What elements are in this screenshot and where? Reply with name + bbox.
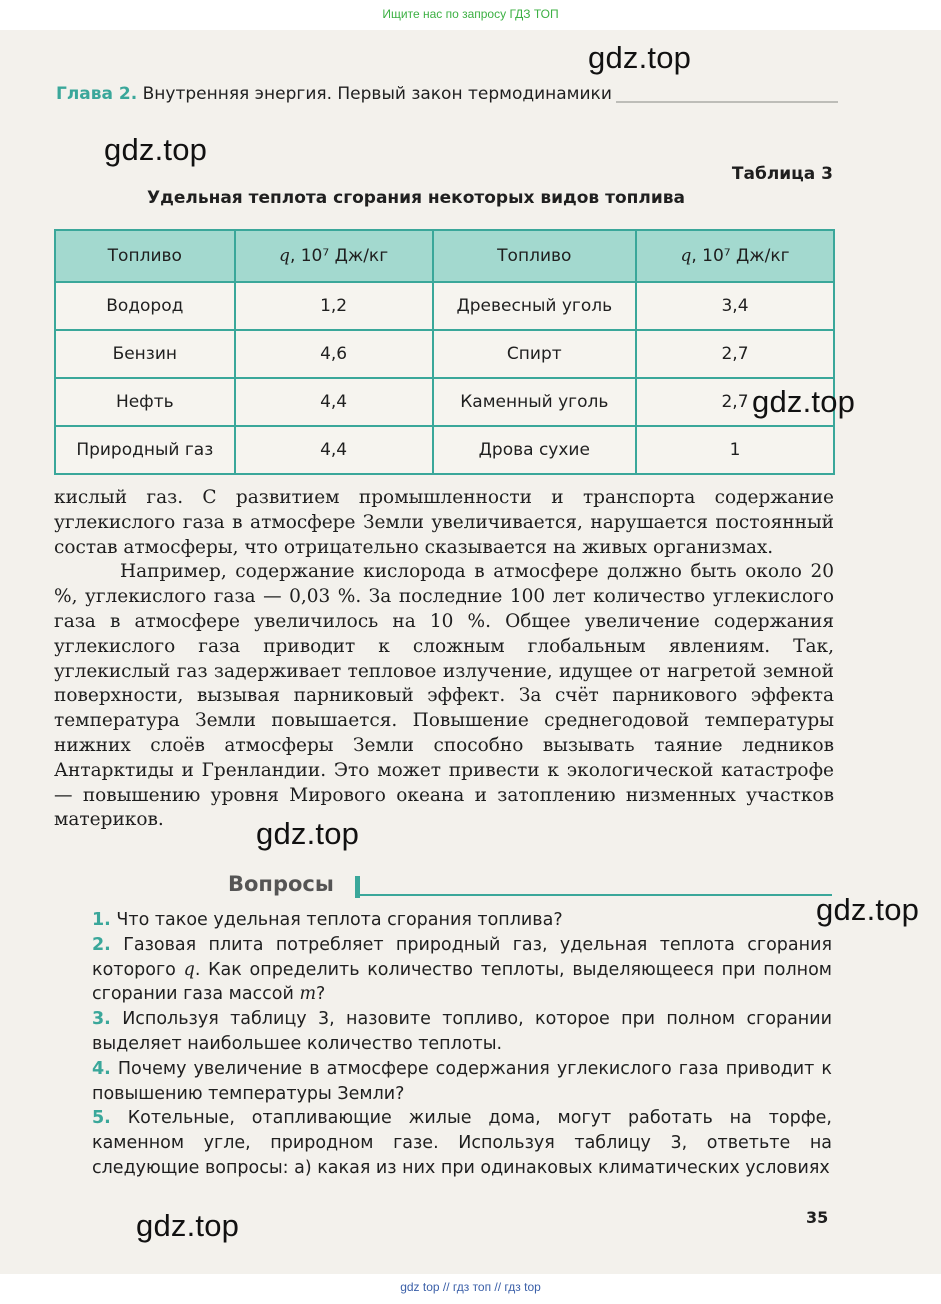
table-cell-fuel: Бензин	[55, 330, 235, 378]
question-item	[92, 1057, 832, 1107]
fuel-table	[54, 229, 835, 475]
chapter-rule	[616, 101, 838, 103]
header-fuel-2: Топливо	[433, 230, 636, 282]
q-unit: , 10⁷ Дж/кг	[691, 246, 790, 266]
body-text	[54, 486, 834, 833]
watermark: gdz.top	[136, 1208, 240, 1243]
table-cell-q: 2,7	[636, 378, 834, 426]
q-symbol: q	[279, 246, 290, 266]
header-q-2	[636, 230, 834, 282]
question-number: 5.	[92, 1108, 111, 1129]
table-title: Удельная теплота сгорания некоторых видов топлива	[147, 188, 685, 208]
table-cell-q: 2,7	[636, 330, 834, 378]
watermark: gdz.top	[104, 132, 208, 167]
watermark: gdz.top	[816, 892, 920, 927]
question-number: 2.	[92, 934, 111, 955]
question-text: Газовая плита потребляет природный газ, удельная теплота сгорания которого	[92, 934, 832, 980]
table-cell-fuel: Нефть	[55, 378, 235, 426]
question-item	[92, 1106, 832, 1180]
header-q	[235, 230, 433, 282]
question-item	[92, 1007, 832, 1057]
table-row	[55, 378, 834, 426]
table-row	[55, 282, 834, 330]
header-fuel: Топливо	[55, 230, 235, 282]
chapter-label: Глава 2.	[56, 84, 138, 104]
question-text: Что такое удельная теплота сгорания топлива?	[116, 910, 563, 930]
table-cell-q: 4,4	[235, 378, 433, 426]
questions-list	[92, 908, 832, 1181]
table-cell-fuel: Природный газ	[55, 426, 235, 474]
table-row	[55, 330, 834, 378]
question-text: ?	[316, 984, 326, 1005]
q-unit: , 10⁷ Дж/кг	[289, 246, 389, 266]
question-text: . Как определить количество теплоты, выделяющееся при полном сгорании газа массой	[92, 959, 832, 1005]
top-banner: Ищите нас по запросу ГДЗ ТОП	[382, 7, 559, 21]
questions-heading: Вопросы	[228, 872, 334, 896]
table-cell-fuel: Древесный уголь	[433, 282, 636, 330]
watermark: gdz.top	[588, 40, 692, 75]
question-number: 1.	[92, 910, 111, 930]
table-row	[55, 426, 834, 474]
table-cell-fuel: Водород	[55, 282, 235, 330]
question-text: Почему увеличение в атмосфере содержания углекислого газа приводит к повышению температуры Земли?	[92, 1058, 832, 1104]
watermark: gdz.top	[752, 384, 856, 419]
question-text: Используя таблицу 3, назовите топливо, которое при полном сгорании выделяет наибольшее количество теплоты.	[92, 1009, 832, 1054]
table-cell-q: 3,4	[636, 282, 834, 330]
q-symbol: q	[680, 246, 692, 266]
chapter-title: Внутренняя энергия. Первый закон термодинамики	[142, 84, 612, 104]
table-cell-fuel: Спирт	[433, 330, 636, 378]
variable-m: m	[299, 984, 317, 1005]
bottom-banner: gdz top // гдз топ // гдз top	[400, 1280, 541, 1294]
paragraph-2: Например, содержание кислорода в атмосфере должно быть около 20 %, углекислого газа — 0,03 %. За последние 100 лет количество углекислого газа в атмосфере увеличилось на 10 %. Общее увеличение содержания углекислого газа приводит к сложным глобальным явлениям. Так, углекислый газ задерживает тепловое излучение, идущее от нагретой земной поверхности, вызывая парниковый эффект. За счёт парникового эффекта температура Земли повышается. Повышение среднегодовой температуры нижних слоёв атмосферы Земли способно вызывать таяние ледников Антарктиды и Гренландии. Это может привести к экологической катастрофе — повышению уровня Мирового океана и затоплению низменных участков материков.	[54, 561, 834, 831]
table-cell-q: 1,2	[235, 282, 433, 330]
table-cell-fuel: Каменный уголь	[433, 378, 636, 426]
chapter-header	[56, 84, 612, 104]
question-item	[92, 908, 832, 933]
question-number: 3.	[92, 1009, 111, 1030]
table-header-row	[55, 230, 834, 282]
paragraph-1: кислый газ. С развитием промышленности и транспорта содержание углекислого газа в атмосфере Земли увеличивается, нарушается постоянный состав атмосферы, что отрицательно сказывается на живых организмах.	[54, 487, 834, 558]
watermark: gdz.top	[256, 816, 360, 851]
variable-q: q	[183, 959, 195, 980]
question-number: 4.	[92, 1058, 111, 1079]
table-cell-q: 4,4	[235, 426, 433, 474]
question-text: Котельные, отапливающие жилые дома, могут работать на торфе, каменном угле, природном газе. Используя таблицу 3, ответьте на следующие вопросы: а) какая из них при одинаковых климатических условиях	[92, 1108, 832, 1178]
table-number: Таблица 3	[731, 164, 833, 184]
question-item	[92, 933, 832, 1007]
table-cell-q: 4,6	[235, 330, 433, 378]
page-number: 35	[806, 1208, 829, 1227]
table-cell-q: 1	[636, 426, 834, 474]
questions-rule	[360, 894, 832, 896]
table-cell-fuel: Дрова сухие	[433, 426, 636, 474]
